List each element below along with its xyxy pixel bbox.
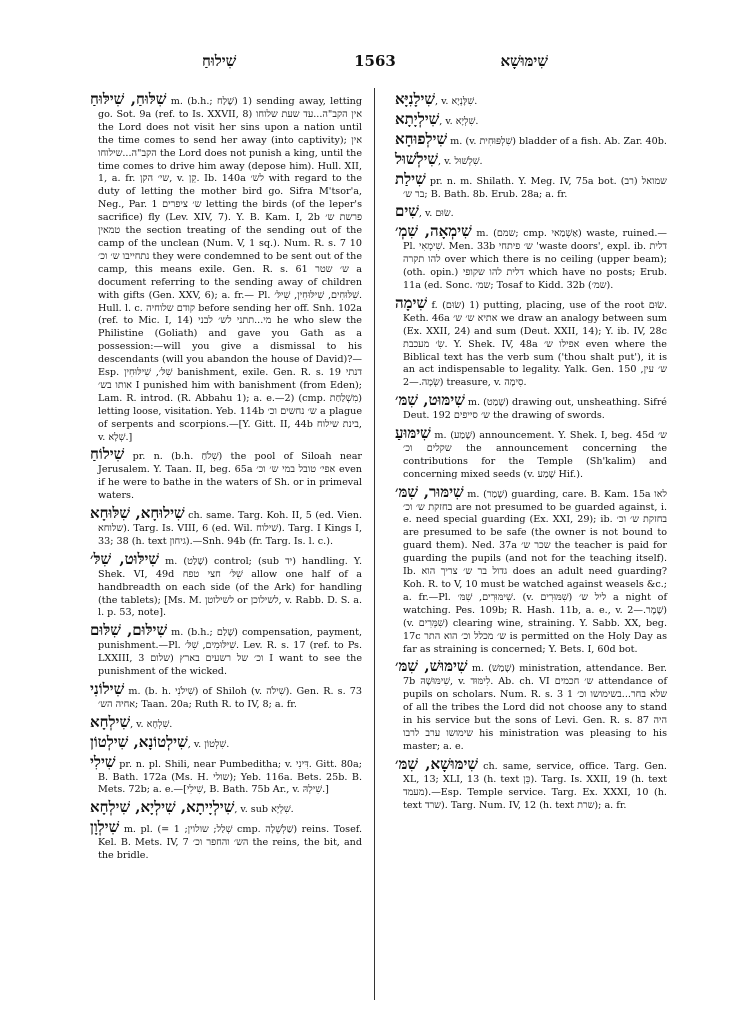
dictionary-entry	[395, 149, 667, 169]
entry-definition: f. (שׂוּם) 1) putting, placing, use of the root שׂוּם. Keth. 46a אתיא ש׳ ש׳ we draw an analogy between sum (Ex. XXII, 24) and sum (Deut. XXII, 14); Y. ib. IV, 28c שִׂ׳ מעכבת. Y. Shek. IV, 48a אפילו ש׳ even where the Biblical text has the verb sum ('thou shalt put'), it is an act indispensable to legality. Yalk. Gen. 150 ש׳ עין, שְׂמָה.—2) treasure, v. סִימָה.	[403, 299, 668, 389]
entry-definition: , v. שִׁלְיָא.	[439, 115, 479, 127]
entry-definition: , v. שִׁלְטוֹן.	[187, 738, 230, 750]
dictionary-entry	[90, 732, 362, 752]
dictionary-entry	[395, 393, 667, 423]
dictionary-entry	[395, 224, 667, 293]
dictionary-entry	[395, 129, 667, 149]
dictionary-entry	[90, 712, 362, 732]
entry-headword: שִׁילַת	[395, 169, 426, 188]
dictionary-entry	[90, 506, 362, 549]
entry-headword: שִׁילּוּט, שִׁלּ׳	[90, 549, 160, 568]
entry-headword: שִׁילוּחָא, שִׁלּוּחָא	[90, 504, 185, 523]
entry-definition: pr. n. m. Shilath. Y. Meg. IV, 75a bot. (רב) שמואל בר ש׳; B. Bath. 8b. Erub. 28a; a. fr.	[403, 175, 667, 200]
entry-headword: שִׁימּוּשׁ, שִׁמּ׳	[395, 657, 468, 676]
dictionary-entry	[395, 754, 667, 813]
header-right-guide-word: שִׁימּוּשָׁא	[500, 52, 548, 70]
entry-headword: שִׁילְחָא	[90, 712, 131, 731]
entry-definition: m. (שָׁלַט) control; (sub יד) handling. Y. Shek. VI, 49d שִׁלּ׳ חצי טפח allow one half of a handbreadth on each side (of the Ark) for handling (the tablets); [Ms. M. לשילוטן or לשילוכן, v. Rabb. D. S. a. l. p. 53, note].	[98, 555, 363, 619]
entry-headword: שִׁימּוּט, שִׁמּ׳	[395, 391, 465, 410]
entry-definition: m. (שמם; cmp. אַשְׁמַאי) waste, ruined.— Pl. שִׁימְאִי. Men. 33b ש׳ פיתחי 'waste doors', expl. ib. דלית להו תקרה over which there is no ceiling (upper beam); (oth. opin.) דלית להו שקופי which have no posts; Erub. 11a (ed. Sonc. שמ׳; Tosaf to Kidd. 32b (שמ׳).	[403, 228, 667, 291]
left-column	[90, 92, 362, 866]
header-left-guide-word: שִׁילוּחַ	[202, 52, 237, 70]
entry-headword: שִׁילְיָיתָא, שִׁילְיָא, שִׁילְחָא	[90, 798, 235, 817]
entry-definition: m. (שָׁמַשׁ) ministration, attendance. Ber. 7b שִׁימּוּשָׁהּ, v. לִימּוּד. Ab. ch. VI ש׳ חכמים attendance of pupils on scholars. Num. R. s. 3 1 שלא בחר...בשימושו וכ׳ of all the tribes the Lord did not choose any to stand in his service but the sons of Levi. Gen. R. s. 87 היה שימושו ערב לרבו his ministration was pleasing to his master; a. e.	[403, 663, 668, 752]
entry-headword: שִׁילָנִיָּא	[395, 90, 436, 108]
entry-definition: m. (שָׁמַר) guarding, care. B. Kam. 15a לאו בחזקת ש׳ וכ׳ are not presumed to be guarded against, i. e. need special guarding (Ex. XXI, 29); ib. בחזקת ש׳ וכ׳ are presumed to be safe (the owner is not bound to guard them). Ned. 37a שכר ש׳ the teacher is paid for guarding the pupils (and not for the teaching itself). Ib. גדול בר ש׳ צריך הוא does an adult need guarding? Koh. R. to V, 10 must be watched against weasels &c.; a. fr.—Pl. שִׁימּוּרִים, שִׁמּ׳. (v. שִׁמּוּרִים) ליל ש׳ a night of watching. Pes. 109b; R. Hash. 11b, a. e., v. שֶׁמֶר.—2) (v. שִׁמְּרִים) clearing wine, straining. Y. Sabb. XX, beg. 17c ש׳ מכלל וכ׳ הוא התר is permitted on the Holy Day as far as straining is concerned; Y. Bets. I, 60d bot.	[403, 488, 668, 655]
entry-headword: שִׁילִי	[90, 752, 116, 771]
entry-headword: שִׁילּוּם, שִׁלּוּם	[90, 621, 168, 640]
entry-headword: שִׁים	[395, 202, 419, 221]
entry-definition: , v. שִׁלְחָא.	[130, 718, 173, 730]
entry-headword: שִׁילְטוֹנָא, שִׁילְטוֹן	[90, 732, 188, 751]
page-header	[92, 52, 658, 76]
dictionary-entry	[395, 169, 667, 202]
entry-headword: שִׁימּוּשָׁא, שִׁמּ׳	[395, 754, 479, 773]
entry-definition: m. (v. שִׁלְפּוּחִית) bladder of a fish. Ab. Zar. 40b.	[447, 135, 667, 147]
entry-definition: m. (b. h. שִׁילֹנִי) of Shiloh (v. שִׁילֹה). Gen. R. s. 73 אחיה הש׳; Taan. 20a; Ruth R. to IV, 8; a. fr.	[98, 685, 363, 710]
dictionary-entry	[90, 800, 362, 817]
dictionary-entry	[90, 752, 362, 798]
dictionary-entry	[395, 482, 668, 657]
entry-headword: שִׁילְשׁוּל	[395, 149, 439, 168]
entry-definition: m. (שָׁמַע) announcement. Y. Shek. I, beg. 45d ש׳ שקלים וכ׳ the announcement concerning the contributions for the Temple (Sh'kalim) and concerning mixed seeds (v. שָׁמַע Hif.).	[403, 430, 667, 480]
dictionary-entry	[395, 426, 667, 482]
entry-headword: שִׁילְוָן	[90, 818, 120, 837]
entry-definition: , v. שִׁלְשׁוּל.	[438, 155, 483, 167]
entry-definition: m. (b.h.; שָׁלַח) 1) sending away, letting go. Sot. 9a (ref. to Is. XXVII, 8) אין הקב"ה...עד שעת שלוחו the Lord does not visit her sins upon a nation until the time comes to send her away (into captivity); אין הקב"ה...שילוחו the Lord does not punish a king, until the time comes to drive him away (depose him). Hull. XII, 1, a. fr. שי׳ הקן, v. קֵן. Ib. 140a לש׳ with regard to the duty of letting the mother bird go. Sifra M'tsor'a, Neg., Par. 1 ש׳ ציפרים letting the birds (of the leper's sacrifice) fly (Lev. XIV, 7). Y. B. Kam. I, 2b פרשת ש׳ טמאין the section treating of the sending out of the camp of the unclean (Num. V, 1 sq.). Num. R. s. 7 10 נתחייבו ש׳ וכ׳ they were condemned to be sent out of the camp, this means exile. Gen. R. s. 61 ש׳ שטר a document referring to the sending away of children with gifts (Gen. XXV, 6); a. fr.— Pl. שִׁלּוּחִים, שִׁילּוּחִין, שִׁילּ׳. Hull. l. c. קודם שלוחיה before sending her off. Snh. 102a (ref. to Mic. I, 14) מי...תתני לש׳ לבני he who slew the Philistine (Goliath) and gave you Gath as a possession:—will you give a dismissal to his descendants (will you abandon the house of David)?— Esp. שִׁלּ׳, שִׁילּוּחִין banishment, exile. Gen. R. s. 19 דנתי אותו בש׳ I punished him with banishment (from Eden); Lam. R. introd. (R. Abbahu 1); a. e.—2) (cmp. מִשְׁלַחַת) letting loose, visitation. Yeb. 114b ש׳ נחשים וכ׳ a plague of serpents and scorpions.—[Y. Gitt. II, 44b בינת שילוח, v. שְׁלָא.]	[98, 96, 363, 443]
right-column	[395, 92, 667, 815]
entry-definition: , v. שִׁלָּנְיָא.	[435, 96, 478, 107]
entry-definition: m. (b.h.; שָׁלַם) compensation, payment, punishment.—Pl. שִׁילּוּמִים, שִׁלּ׳. Lev. R. s. 17 (ref. to Ps. LXXIII, 3 וכ׳ של רשעים בארץ (שלום I want to see the punishment of the wicked.	[98, 627, 363, 678]
entry-headword: שִׁלּוּחַ, שִׁילּוּחַ	[90, 90, 167, 108]
dictionary-entry	[395, 293, 668, 390]
entry-headword: שִׁימְאָה, שִׁמְ׳	[395, 222, 472, 241]
entry-definition: pr. n. (b.h. שִׁלֹחַ) the pool of Siloah near Jerusalem. Y. Taan. II, beg. 65a אפי׳ טובל במי ש׳ וכ׳ even if he were to bathe in the waters of Sh. or in primeval waters.	[98, 451, 363, 502]
dictionary-entry	[90, 820, 362, 863]
entry-definition: ch. same. Targ. Koh. II, 5 (ed. Vien. שלוחא). Targ. Is. VIII, 6 (ed. Wil. שׁילוח). Targ. I Kings I, 33; 38 (h. text גיחון).—Snh. 94b (fr. Targ. Is. l. c.).	[98, 510, 363, 547]
entry-definition: ch. same, service, office. Targ. Gen. XL, 13; XLI, 13 (h. text כֵּן). Targ. Is. XXII, 19 (h. text מעמד).—Esp. Temple service. Targ. Ex. XXXI, 10 (h. text שרד). Targ. Num. IV, 12 (h. text שרת); a. fr.	[403, 760, 667, 811]
dictionary-entry	[90, 679, 363, 712]
entry-definition: , v. sub שִׁלְיָא.	[234, 804, 294, 816]
dictionary-entry	[90, 549, 363, 621]
dictionary-entry	[395, 659, 667, 753]
column-divider	[374, 88, 375, 1000]
dictionary-entry	[395, 92, 667, 109]
entry-headword: שִׁימּוּעַ	[395, 424, 431, 443]
entry-headword: שִׁילְיָתָא	[395, 109, 440, 128]
page-number: 1563	[354, 52, 396, 70]
entry-headword: שִׁילוֹחַ	[90, 445, 125, 464]
entry-headword: שִׁימָה	[395, 293, 428, 312]
entry-definition: m. pl. (= שְׁלַל; שולוין; 1 cmp. שַׁלְשְׁלָה) reins. Tosef. Kel. B. Mets. IV, 7 הש׳ והחפר וכ׳ the reins, the bit, and the bridle.	[98, 824, 363, 862]
entry-headword: שִׁילוֹנִי	[90, 679, 125, 698]
entry-definition: , v. שׂוּם.	[418, 208, 454, 220]
entry-definition: m. (שָׁמַט) drawing out, unsheathing. Sifré Deut. 192 ש׳ סייפים the drawing of swords.	[403, 397, 667, 422]
dictionary-entry	[90, 447, 362, 503]
entry-headword: שִׁימּוּר, שִׁמּ׳	[395, 482, 464, 501]
dictionary-entry	[90, 92, 362, 444]
dictionary-entry	[395, 109, 667, 129]
dictionary-entry	[90, 623, 362, 679]
dictionary-entry	[395, 204, 667, 221]
entry-headword: שִׁילְפוּחָא	[395, 129, 448, 148]
entry-definition: pr. n. pl. Shili, near Pumbeditha; v. דִּינִי. Gitt. 80a; B. Bath. 172a (Ms. H. שולי); Yeb. 116a. Bets. 25b. B. Mets. 72b; a. e.—[שִׁילִי, B. Bath. 75b Ar., v. שִׁילְהּ.]	[98, 758, 362, 796]
